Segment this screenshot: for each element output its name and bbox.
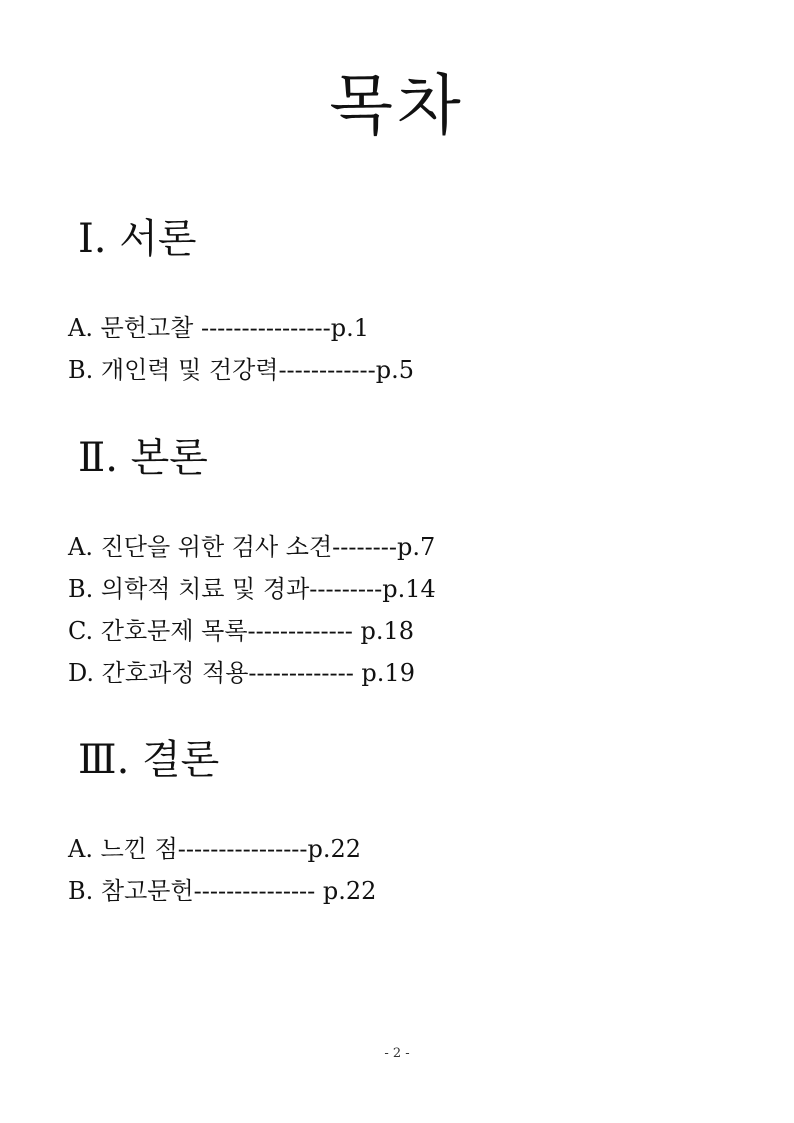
section-heading: Ⅱ. 본론 (78, 435, 208, 481)
section-introduction (68, 213, 718, 391)
toc-entry: A. 문헌고찰 ----------------p.1 (68, 314, 369, 342)
toc-entry: C. 간호문제 목록------------- p.18 (68, 617, 415, 645)
toc-entry: B. 참고문헌--------------- p.22 (68, 877, 377, 905)
toc-entry: B. 개인력 및 건강력------------p.5 (68, 356, 415, 384)
toc-entry: D. 간호과정 적용------------- p.19 (68, 659, 415, 687)
toc-entry: A. 진단을 위한 검사 소견--------p.7 (68, 533, 436, 561)
toc-list (68, 526, 718, 694)
toc-entry: A. 느낀 점----------------p.22 (68, 835, 362, 863)
toc-list (68, 307, 718, 391)
page-title: 목차 (329, 67, 465, 144)
toc-list (68, 828, 718, 912)
section-heading: Ⅰ. 서론 (78, 216, 197, 262)
section-conclusion (68, 734, 718, 912)
page-number: - 2 - (384, 1046, 410, 1061)
section-body (68, 432, 718, 694)
section-heading: Ⅲ. 결론 (78, 737, 220, 783)
toc-entry: B. 의학적 치료 및 경과---------p.14 (68, 575, 436, 603)
